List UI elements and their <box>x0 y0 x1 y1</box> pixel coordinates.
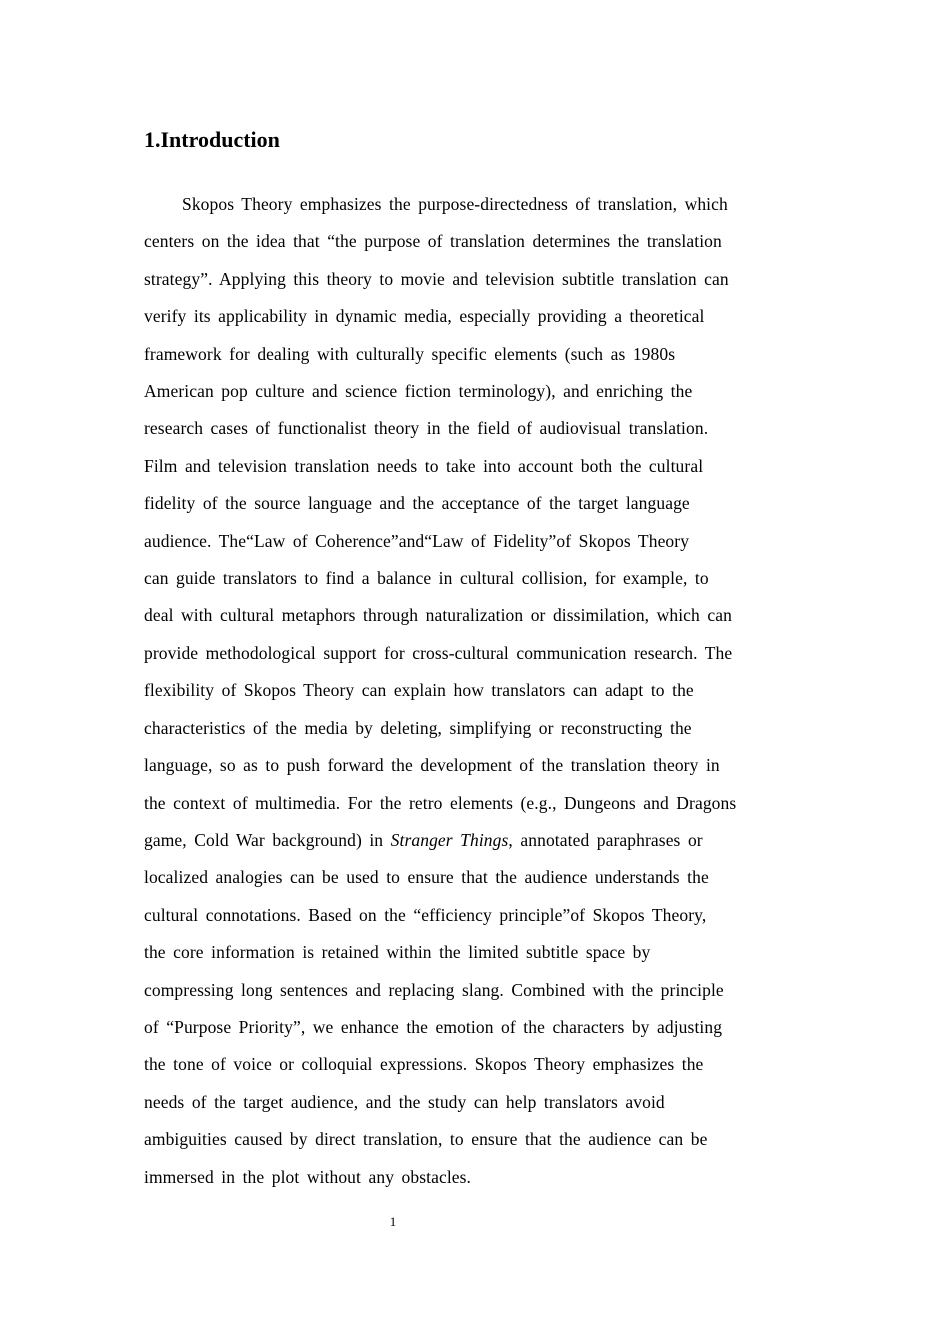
paragraph-line: research cases of functionalist theory in the field of audiovisual translation. <box>144 418 709 439</box>
paragraph-line: Skopos Theory emphasizes the purpose-directedness of translation, which <box>182 194 728 214</box>
section-heading: 1.Introduction <box>144 127 280 152</box>
paragraph-line: the tone of voice or colloquial expressions. Skopos Theory emphasizes the <box>144 1054 704 1075</box>
body-paragraph <box>144 186 814 1196</box>
paragraph-line: American pop culture and science fiction terminology), and enriching the <box>144 381 693 402</box>
paragraph-line: deal with cultural metaphors through naturalization or dissimilation, which can <box>144 605 732 626</box>
paragraph-line: centers on the idea that “the purpose of translation determines the translation <box>144 231 722 252</box>
line-text-before-title: game, Cold War background) in <box>144 829 391 850</box>
paragraph-line: characteristics of the media by deleting, simplifying or reconstructing the <box>144 717 692 738</box>
paragraph-line: the context of multimedia. For the retro elements (e.g., Dungeons and Dragons <box>144 792 737 813</box>
paragraph-line: language, so as to push forward the development of the translation theory in <box>144 755 720 776</box>
paragraph-line: the core information is retained within the limited subtitle space by <box>144 942 651 963</box>
paragraph-line: fidelity of the source language and the acceptance of the target language <box>144 493 690 514</box>
paragraph-line: compressing long sentences and replacing slang. Combined with the principle <box>144 979 724 1000</box>
paragraph-line: localized analogies can be used to ensure that the audience understands the <box>144 867 709 888</box>
paragraph-line: can guide translators to find a balance in cultural collision, for example, to <box>144 568 709 589</box>
page-number: 1 <box>389 1214 397 1229</box>
paragraph-line: of “Purpose Priority”, we enhance the emotion of the characters by adjusting <box>144 1016 723 1037</box>
paragraph-line: verify its applicability in dynamic media, especially providing a theoretical <box>144 306 705 327</box>
paragraph-line: Film and television translation needs to take into account both the cultural <box>144 455 704 476</box>
paragraph-line: framework for dealing with culturally specific elements (such as 1980s <box>144 343 676 364</box>
paragraph-line: strategy”. Applying this theory to movie and television subtitle translation can <box>144 268 729 289</box>
paragraph-line: needs of the target audience, and the study can help translators avoid <box>144 1091 665 1112</box>
show-title: Stranger Things <box>390 829 509 850</box>
paragraph-line: flexibility of Skopos Theory can explain how translators can adapt to the <box>144 680 694 701</box>
paragraph-line: immersed in the plot without any obstacles. <box>144 1166 472 1187</box>
paragraph-line: provide methodological support for cross-cultural communication research. The <box>144 642 733 663</box>
paragraph-line-with-title <box>144 822 814 859</box>
paragraph-line: cultural connotations. Based on the “efficiency principle”of Skopos Theory, <box>144 904 707 925</box>
paragraph-line: ambiguities caused by direct translation, to ensure that the audience can be <box>144 1129 708 1150</box>
paragraph-line: audience. The“Law of Coherence”and“Law of Fidelity”of Skopos Theory <box>144 530 690 551</box>
line-text-after-title: , annotated paraphrases or <box>508 829 703 850</box>
